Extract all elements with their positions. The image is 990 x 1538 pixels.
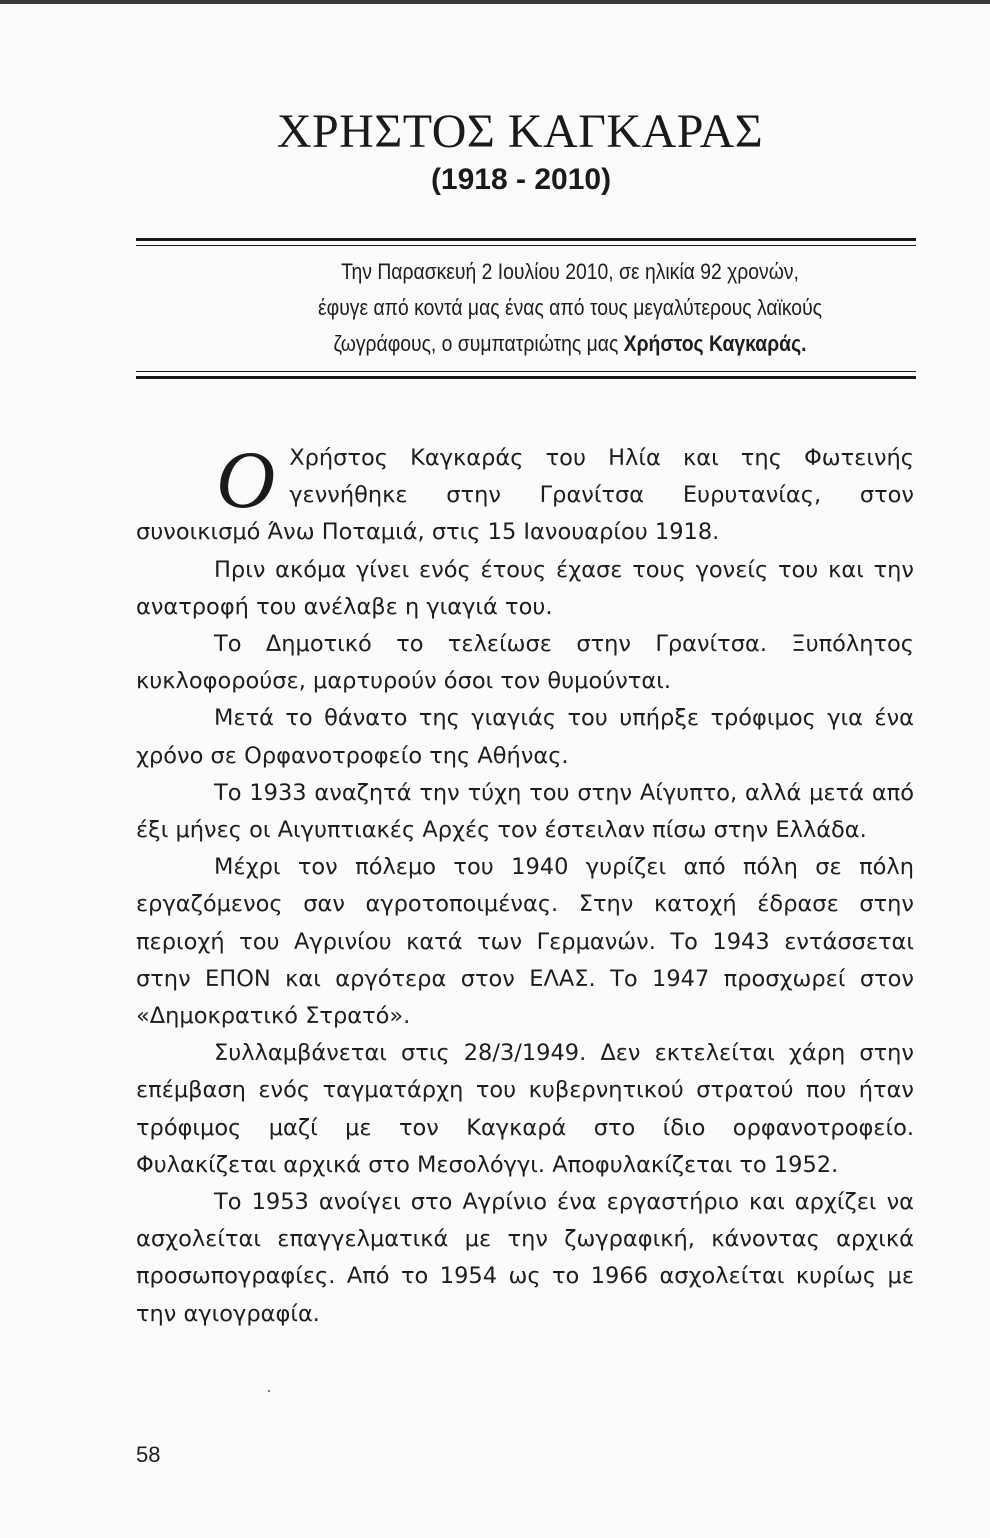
intro-line-3 — [226, 326, 914, 362]
paragraph-7: Συλλαμβάνεται στις 28/3/1949. Δεν εκτελείται χάρη στην επέμβαση ενός ταγματάρχη του κυβερνητικού στρατού που ήταν τρόφιμος μαζί με τον Καγκαρά στο ίδιο ορφανοτροφείο. Φυλακίζεται αρχικά στο Μεσολόγγι. Αποφυλακίζεται το 1952. — [136, 1040, 914, 1178]
paragraph-1 — [136, 434, 914, 552]
paragraph-4: Μετά το θάνατο της γιαγιάς του υπήρξε τρόφιμος για ένα χρόνο σε Ορφανοτροφείο της Αθήνας. — [136, 705, 914, 769]
page-title: ΧΡΗΣΤΟΣ ΚΑΓΚΑΡΑΣ — [276, 105, 764, 158]
paragraph-8: Το 1953 ανοίγει στο Αγρίνιο ένα εργαστήριο και αρχίζει να ασχολείται επαγγελματικά με την ζωγραφική, κάνοντας αρχικά προσωπογραφίες. Από το 1954 ως το 1966 ασχολείται κυρίως με την αγιογραφία. — [136, 1189, 914, 1327]
scan-edge — [0, 0, 990, 4]
stray-dot — [268, 1390, 270, 1392]
intro-line-3-text: ζωγράφους, ο συμπατριώτης μας — [333, 331, 624, 356]
intro-notice — [226, 254, 914, 362]
paragraph-1-text: Χρήστος Καγκαράς του Ηλία και της Φωτεινής γεννήθηκε στην Γρανίτσα Ευρυτανίας, στον συνοικισμό Άνω Ποταμιά, στις 15 Ιανουαρίου 1918. — [136, 445, 914, 546]
paragraph-5: Το 1933 αναζητά την τύχη του στην Αίγυπτο, αλλά μετά από έξι μήνες οι Αιγυπτιακές Αρχές τον έστειλαν πίσω στην Ελλάδα. — [136, 779, 914, 844]
page-number: 58 — [136, 1442, 161, 1467]
top-rule-thin — [136, 245, 916, 246]
intro-highlight-name: Χρήστος Καγκαράς. — [623, 331, 807, 356]
paragraph-3: Το Δημοτικό το τελείωσε στην Γρανίτσα. Ξυπόλητος κυκλοφορούσε, μαρτυρούν όσοι τον θυμούνται. — [136, 631, 914, 695]
intro-line-1: Την Παρασκευή 2 Ιουλίου 2010, σε ηλικία 92 χρονών, — [341, 259, 799, 284]
top-rule-thick — [136, 238, 916, 241]
intro-line-2: έφυγε από κοντά μας ένας από τους μεγαλύτερους λαϊκούς — [318, 295, 822, 320]
article-body — [136, 434, 914, 1333]
paragraph-6: Μέχρι τον πόλεμο του 1940 γυρίζει από πόλη σε πόλη εργαζόμενος σαν αγροτοποιμένας. Στην κατοχή έδρασε στην περιοχή του Αγρινίου κατά των Γερμανών. Το 1943 εντάσσεται στην ΕΠΟΝ και αργότερα στον ΕΛΑΣ. Το 1947 προσχωρεί στον «Δημοκρατικό Στρατό». — [136, 854, 914, 1030]
life-years: (1918 - 2010) — [430, 163, 612, 196]
bottom-rule-thin — [136, 371, 916, 372]
drop-cap: Ο — [216, 434, 276, 525]
bottom-rule-thick — [136, 376, 916, 379]
paragraph-2: Πριν ακόμα γίνει ενός έτους έχασε τους γονείς του και την ανατροφή του ανέλαβε η γιαγιά του. — [136, 556, 914, 620]
